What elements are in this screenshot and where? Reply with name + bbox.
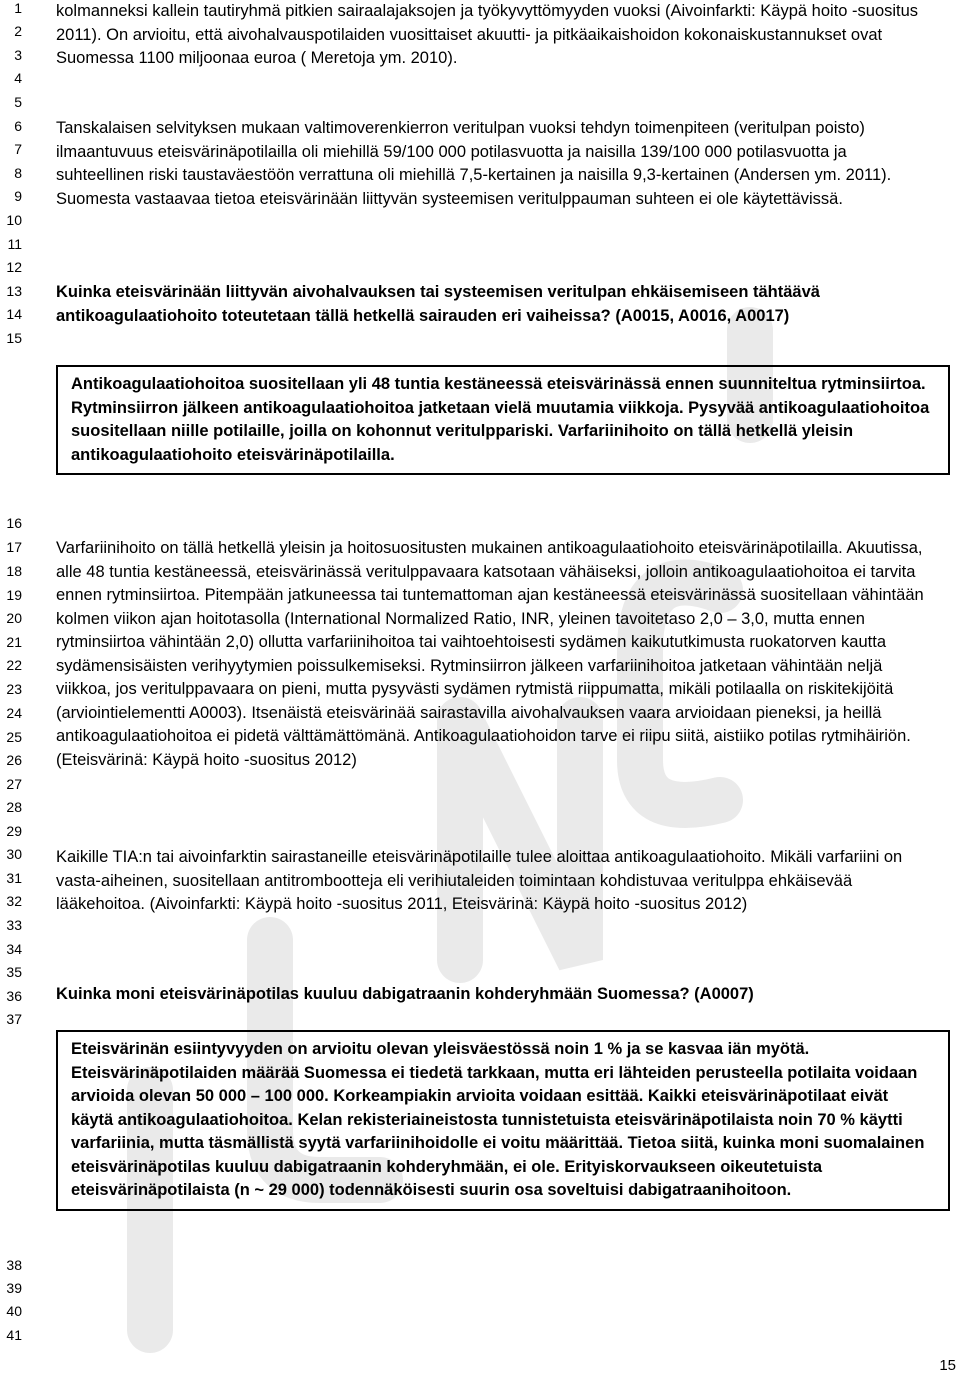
line-number: 28 [6,799,22,815]
line-number: 26 [6,752,22,768]
line-number: 5 [14,94,22,110]
line-number: 32 [6,893,22,909]
line-number: 7 [14,141,22,157]
question-dabigatran: Kuinka moni eteisvärinäpotilas kuuluu dabigatraanin kohderyhmään Suomessa? (A0007) [56,985,754,1003]
line-number: 6 [14,118,22,134]
line-number: 37 [6,1011,22,1027]
line-number: 2 [14,23,22,39]
line-number: 40 [6,1303,22,1319]
line-number: 25 [6,729,22,745]
summary-box-dabigatran: Eteisvärinän esiintyvyyden on arvioitu olevan yleisväestössä noin 1 % ja se kasvaa iän myötä. Eteisvärinäpotilaiden määrää Suomessa ei tiedetä tarkkaan, mutta eri lähteiden perusteella potilaita voidaan arvioida olevan 50 000 – 100 000. Korkeampiakin arvioita voidaan esittää. Kaikki eteisvärinäpotilaat eivät käytä antikoagulaatiohoitoa. Kelan rekisteriaineistosta tunnistetuista eteisvärinäpotilaista noin 70 % käytti varfariinia, mutta täsmällistä syytä varfariinihoidolle ei voitu määrittää. Tietoa siitä, kuinka moni suomalainen eteisvärinäpotilas kuuluu dabigatraanin kohderyhmään, ei ole. Erityiskorvaukseen oikeutetuista eteisvärinäpotilaista (n ~ 29 000) todennäköisesti suurin osa soveltuisi dabigatraanihoitoon. [56,1030,950,1211]
line-number: 12 [6,259,22,275]
line-number: 31 [6,870,22,886]
line-number: 9 [14,188,22,204]
line-number: 41 [6,1327,22,1343]
paragraph-warfarin: Varfariinihoito on tällä hetkellä yleisin ja hoitosuositusten mukainen antikoagulaatiohoito eteisvärinäpotilailla. Akuutissa, alle 48 tuntia kestäneessä, eteisvärinässä veritulppavaara katsotaan vähäiseksi, jolloin antikoagulaatiohoitoa ei tarvita ennen rytminsiirtoa. Pitempään jatkuneessa tai tuntemattoman ajan kestäneessä eteisvärinässä suositellaan vähintään kolmen viikon ajan hoitotasolla (International Normalized Ratio, INR, yleinen tavoitetaso 2,0 – 3,0, mutta ennen rytminsiirtoa vähintään 2,0) ollutta varfariinihoitoa tai vaihtoehtoisesti sydämen kaikututkimusta ruokatorven kautta sydämensisäisten verihyytymien poissulkemiseksi. Rytminsiirron jälkeen varfariinihoitoa jatketaan vähintään neljä viikkoa, jos veritulppavaara on pieni, mutta pysyvästi sydämen rytmistä riippumatta, mikäli potilaalla on riskitekijöitä (arviointielementti A0003). Itsenäistä eteisvärinää sairastavilla aivohalvauksen vaara arvioidaan pieneksi, ja heillä antikoagulaatiohoitoa ei pidetä välttämättömänä. Antikoagulaatiohoidon tarve ei riipu siitä, aistiiko potilas rytmihäiriön. (Eteisvärinä: Käypä hoito -suositus 2012) [56,539,924,769]
line-number: 38 [6,1257,22,1273]
line-number: 24 [6,705,22,721]
question-anticoagulation: Kuinka eteisvärinään liittyvän aivohalvauksen tai systeemisen veritulpan ehkäisemiseen tähtäävä antikoagulaatiohoito toteutetaan tällä hetkellä sairauden eri vaiheissa? (A0015, A0016, A0017) [56,283,820,325]
line-number: 13 [6,283,22,299]
line-number: 36 [6,988,22,1004]
line-number: 35 [6,964,22,980]
line-number: 16 [6,515,22,531]
line-number: 20 [6,610,22,626]
line-number: 19 [6,587,22,603]
line-number: 29 [6,823,22,839]
line-number: 34 [6,941,22,957]
line-number: 3 [14,47,22,63]
line-number: 18 [6,563,22,579]
line-number: 4 [14,70,22,86]
line-number: 8 [14,165,22,181]
line-number: 27 [6,776,22,792]
line-number: 33 [6,917,22,933]
line-number: 30 [6,846,22,862]
paragraph-tia: Kaikille TIA:n tai aivoinfarktin sairastaneille eteisvärinäpotilaille tulee aloittaa antikoagulaatiohoito. Mikäli varfariini on vasta-aiheinen, suositellaan antitrombootteja eli verihiutaleiden toimintaan kohdistuvaa veritulppa ehkäisevää lääkehoitoa. (Aivoinfarkti: Käypä hoito -suositus 2011, Eteisvärinä: Käypä hoito -suositus 2012) [56,848,903,913]
line-number: 21 [6,634,22,650]
line-number: 10 [6,212,22,228]
page-number: 15 [939,1357,956,1374]
summary-box-anticoagulation: Antikoagulaatiohoitoa suositellaan yli 48 tuntia kestäneessä eteisvärinässä ennen suunniteltua rytminsiirtoa. Rytminsiirron jälkeen antikoagulaatiohoitoa jatketaan vielä muutamia viikkoja. Pysyvää antikoagulaatiohoitoa suositellaan niille potilaille, joilla on kohonnut veritulppariski. Varfariinihoito on tällä hetkellä yleisin antikoagulaatiohoito eteisvärinäpotilailla. [56,365,950,475]
line-number: 17 [6,539,22,555]
line-number: 14 [6,306,22,322]
paragraph-intro: kolmanneksi kallein tautiryhmä pitkien sairaalajaksojen ja työkyvyttömyyden vuoksi (Aivoinfarkti: Käypä hoito -suositus 2011). On arvioitu, että aivohalvauspotilaiden vuosittaiset akuutti- ja pitkäaikaishoidon kokonaiskustannukset ovat Suomessa 1100 miljoonaa euroa ( Meretoja ym. 2010). [56,2,919,67]
line-number: 11 [7,236,22,252]
line-number: 23 [6,681,22,697]
line-number: 1 [14,0,22,16]
line-number: 22 [6,657,22,673]
line-number: 15 [6,330,22,346]
line-number: 39 [6,1280,22,1296]
paragraph-danish-study: Tanskalaisen selvityksen mukaan valtimoverenkierron veritulpan vuoksi tehdyn toimenpiteen (veritulpan poisto) ilmaantuvuus eteisvärinäpotilailla oli miehillä 59/100 000 potilasvuotta ja naisilla 139/100 000 potilasvuotta ja suhteellinen riski taustaväestöön verrattuna oli miehillä 7,5-kertainen ja naisilla 9,3-kertainen (Andersen ym. 2011). Suomesta vastaavaa tietoa eteisvärinään liittyvän systeemisen veritulppauman suhteen ei ole käytettävissä. [56,119,892,208]
